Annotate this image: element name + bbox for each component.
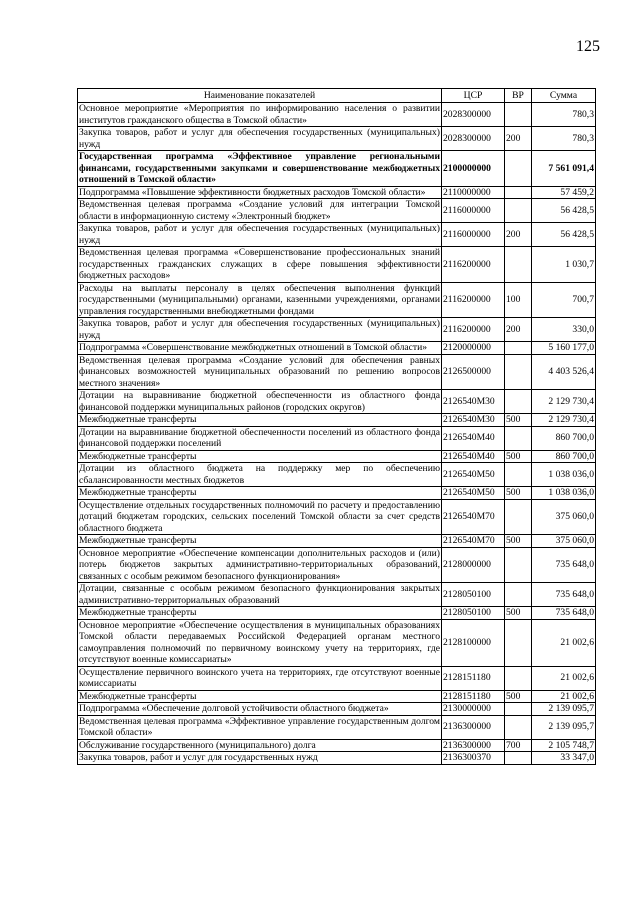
table-row: [78, 186, 596, 199]
cell-csr: 2128100000: [442, 619, 505, 666]
cell-vr: [505, 151, 532, 187]
cell-vr: 700: [505, 739, 532, 752]
cell-sum: 2 105 748,7: [532, 739, 596, 752]
table-row: [78, 547, 596, 583]
cell-csr: 2128151180: [442, 690, 505, 703]
table-row: [78, 151, 596, 187]
cell-vr: [505, 390, 532, 414]
cell-name: Обслуживание государственного (муниципального) долга: [78, 739, 442, 752]
cell-sum: 2 129 730,4: [532, 414, 596, 427]
cell-vr: 500: [505, 487, 532, 500]
cell-name: Дотации из областного бюджета на поддержку мер по обеспечению сбалансированности местных бюджетов: [79, 463, 440, 486]
cell-name: Межбюджетные трансферты: [78, 450, 442, 463]
table-row: [78, 247, 596, 283]
cell-sum: 2 139 095,7: [532, 715, 596, 739]
cell-vr: [505, 499, 532, 535]
cell-vr: [505, 583, 532, 607]
cell-csr: 2126540М30: [442, 390, 505, 414]
cell-name: Закупка товаров, работ и услуг для обеспечения государственных (муниципальных) нужд: [79, 223, 440, 246]
cell-csr: 2028300000: [442, 103, 505, 127]
cell-name: Межбюджетные трансферты: [78, 607, 442, 620]
cell-vr: [505, 342, 532, 355]
cell-csr: 2130000000: [442, 703, 505, 716]
cell-sum: 33 347,0: [532, 752, 596, 765]
cell-vr: 500: [505, 450, 532, 463]
cell-name: Ведомственная целевая программа «Эффективное управление государственным долгом Томской области»: [79, 715, 440, 738]
cell-csr: 2136300000: [442, 739, 505, 752]
cell-sum: 860 700,0: [532, 426, 596, 450]
cell-vr: [505, 703, 532, 716]
table-row: [78, 342, 596, 355]
cell-sum: 700,7: [532, 282, 596, 318]
cell-sum: 375 060,0: [532, 499, 596, 535]
header-csr: ЦСР: [442, 89, 505, 103]
header-sum: Сумма: [532, 89, 596, 103]
table-row: [78, 666, 596, 690]
cell-csr: 2116200000: [442, 247, 505, 283]
cell-name: Закупка товаров, работ и услуг для обеспечения государственных (муниципальных) нужд: [79, 318, 440, 341]
cell-sum: 735 648,0: [532, 583, 596, 607]
cell-vr: 200: [505, 127, 532, 151]
cell-name: Подпрограмма «Совершенствование межбюджетных отношений в Томской области»: [78, 342, 442, 355]
cell-vr: [505, 103, 532, 127]
cell-csr: 2116000000: [442, 199, 505, 223]
cell-sum: 1 030,7: [532, 247, 596, 283]
cell-name: Ведомственная целевая программа «Совершенствование профессиональных знаний государственных гражданских служащих в сфере повышения эффективности бюджетных расходов»: [79, 247, 440, 281]
cell-csr: 2120000000: [442, 342, 505, 355]
cell-sum: 2 129 730,4: [532, 390, 596, 414]
cell-name: Дотации на выравнивание бюджетной обеспеченности из областного фонда финансовой поддержки муниципальных районов (городских округов): [79, 390, 440, 413]
cell-csr: 2126540М70: [442, 499, 505, 535]
cell-name: Дотации, связанные с особым режимом безопасного функционирования закрытых административно-территориальных образований: [79, 583, 440, 606]
table-row: [78, 390, 596, 414]
cell-sum: 2 139 095,7: [532, 703, 596, 716]
cell-name: Осуществление отдельных государственных полномочий по расчету и предоставлению дотаций бюджетам городских, сельских поселений Томской области за счет средств областного бюджета: [79, 499, 440, 534]
cell-vr: 500: [505, 690, 532, 703]
cell-name: Основное мероприятие «Мероприятия по информированию населения о развитии институтов гражданского общества в Томской области»: [79, 103, 440, 126]
table-row: [78, 103, 596, 127]
cell-name: Закупка товаров, работ и услуг для обеспечения государственных (муниципальных) нужд: [79, 127, 440, 150]
table-row: [78, 739, 596, 752]
cell-csr: 2136300370: [442, 752, 505, 765]
cell-csr: 2126540М40: [442, 426, 505, 450]
cell-csr: 2128000000: [442, 547, 505, 583]
table-row: [78, 535, 596, 548]
cell-sum: 330,0: [532, 318, 596, 342]
header-name: Наименование показателей: [78, 89, 442, 103]
table-row: [78, 127, 596, 151]
cell-csr: 2126540М30: [442, 414, 505, 427]
table-row: [78, 463, 596, 487]
cell-name: Основное мероприятие «Обеспечение осуществления в муниципальных образованиях Томской области передаваемых Российской Федерацией органам местного самоуправления полномочий по первичному воинскому учету на территориях, где отсутствуют военные комиссариаты»: [79, 619, 440, 665]
cell-name: Межбюджетные трансферты: [78, 414, 442, 427]
cell-vr: [505, 752, 532, 765]
cell-name: Подпрограмма «Повышение эффективности бюджетных расходов Томской области»: [78, 186, 442, 199]
cell-sum: 780,3: [532, 103, 596, 127]
cell-sum: 21 002,6: [532, 666, 596, 690]
cell-sum: 5 160 177,0: [532, 342, 596, 355]
header-vr: ВР: [505, 89, 532, 103]
cell-csr: 2126500000: [442, 354, 505, 390]
table-row: [78, 607, 596, 620]
budget-table: [77, 88, 596, 765]
cell-csr: 2126540М50: [442, 463, 505, 487]
cell-vr: 500: [505, 607, 532, 620]
table-row: [78, 414, 596, 427]
cell-csr: 2126540М40: [442, 450, 505, 463]
table-row: [78, 426, 596, 450]
table-row: [78, 752, 596, 765]
cell-name: Государственная программа «Эффективное управление региональными финансами, государственными закупками и совершенствование межбюджетных отношений в Томской области»: [79, 151, 440, 185]
cell-vr: 100: [505, 282, 532, 318]
cell-sum: 21 002,6: [532, 690, 596, 703]
page-number: 125: [576, 38, 600, 55]
cell-csr: 2128050100: [442, 607, 505, 620]
cell-name: Межбюджетные трансферты: [78, 487, 442, 500]
cell-sum: 735 648,0: [532, 607, 596, 620]
cell-csr: 2136300000: [442, 715, 505, 739]
cell-sum: 21 002,6: [532, 619, 596, 666]
cell-sum: 56 428,5: [532, 223, 596, 247]
cell-sum: 1 038 036,0: [532, 463, 596, 487]
table-row: [78, 223, 596, 247]
cell-sum: 1 038 036,0: [532, 487, 596, 500]
cell-csr: 2116000000: [442, 223, 505, 247]
table-row: [78, 690, 596, 703]
cell-vr: 500: [505, 414, 532, 427]
cell-sum: 56 428,5: [532, 199, 596, 223]
table-row: [78, 199, 596, 223]
cell-vr: [505, 186, 532, 199]
table-row: [78, 354, 596, 390]
cell-name: Расходы на выплаты персоналу в целях обеспечения выполнения функций государственными (муниципальными) органами, казенными учреждениями, органами управления государственными внебюджетными фондами: [79, 282, 440, 317]
cell-vr: [505, 426, 532, 450]
cell-name: Основное мероприятие «Обеспечение компенсации дополнительных расходов и (или) потерь бюджетов закрытых административно-территориальных образований, связанных с особым режимом безопасного функционирования»: [79, 547, 440, 582]
cell-csr: 2028300000: [442, 127, 505, 151]
table-header-row: [78, 89, 596, 103]
table-row: [78, 703, 596, 716]
cell-name: Дотации на выравнивание бюджетной обеспеченности поселений из областного фонда финансовой поддержки поселений: [79, 426, 440, 449]
table-row: [78, 715, 596, 739]
cell-name: Осуществление первичного воинского учета на территориях, где отсутствуют военные комиссариаты: [79, 666, 440, 689]
cell-name: Ведомственная целевая программа «Создание условий для интеграции Томской области в информационную систему «Электронный бюджет»: [79, 199, 440, 222]
cell-sum: 375 060,0: [532, 535, 596, 548]
cell-vr: [505, 199, 532, 223]
table-row: [78, 318, 596, 342]
table-row: [78, 499, 596, 535]
cell-vr: 500: [505, 535, 532, 548]
cell-sum: 4 403 526,4: [532, 354, 596, 390]
cell-csr: 2128050100: [442, 583, 505, 607]
cell-sum: 7 561 091,4: [532, 151, 596, 187]
cell-name: Межбюджетные трансферты: [78, 690, 442, 703]
table-row: [78, 619, 596, 666]
cell-csr: 2116200000: [442, 282, 505, 318]
cell-sum: 57 459,2: [532, 186, 596, 199]
cell-vr: 200: [505, 223, 532, 247]
table-row: [78, 450, 596, 463]
cell-sum: 735 648,0: [532, 547, 596, 583]
cell-csr: 2126540М70: [442, 535, 505, 548]
table-row: [78, 282, 596, 318]
cell-name: Межбюджетные трансферты: [78, 535, 442, 548]
cell-vr: [505, 619, 532, 666]
cell-csr: 2126540М50: [442, 487, 505, 500]
cell-csr: 2110000000: [442, 186, 505, 199]
cell-name: Подпрограмма «Обеспечение долговой устойчивости областного бюджета»: [78, 703, 442, 716]
cell-csr: 2100000000: [442, 151, 505, 187]
cell-sum: 780,3: [532, 127, 596, 151]
cell-vr: [505, 354, 532, 390]
cell-name: Закупка товаров, работ и услуг для государственных нужд: [78, 752, 442, 765]
cell-csr: 2116200000: [442, 318, 505, 342]
cell-vr: [505, 547, 532, 583]
table-row: [78, 583, 596, 607]
cell-csr: 2128151180: [442, 666, 505, 690]
cell-sum: 860 700,0: [532, 450, 596, 463]
cell-vr: [505, 666, 532, 690]
table-row: [78, 487, 596, 500]
cell-vr: [505, 463, 532, 487]
cell-name: Ведомственная целевая программа «Создание условий для обеспечения равных финансовых возможностей муниципальных образований по решению вопросов местного значения»: [79, 354, 440, 389]
cell-vr: [505, 715, 532, 739]
cell-vr: [505, 247, 532, 283]
table-body: [78, 103, 596, 765]
cell-vr: 200: [505, 318, 532, 342]
